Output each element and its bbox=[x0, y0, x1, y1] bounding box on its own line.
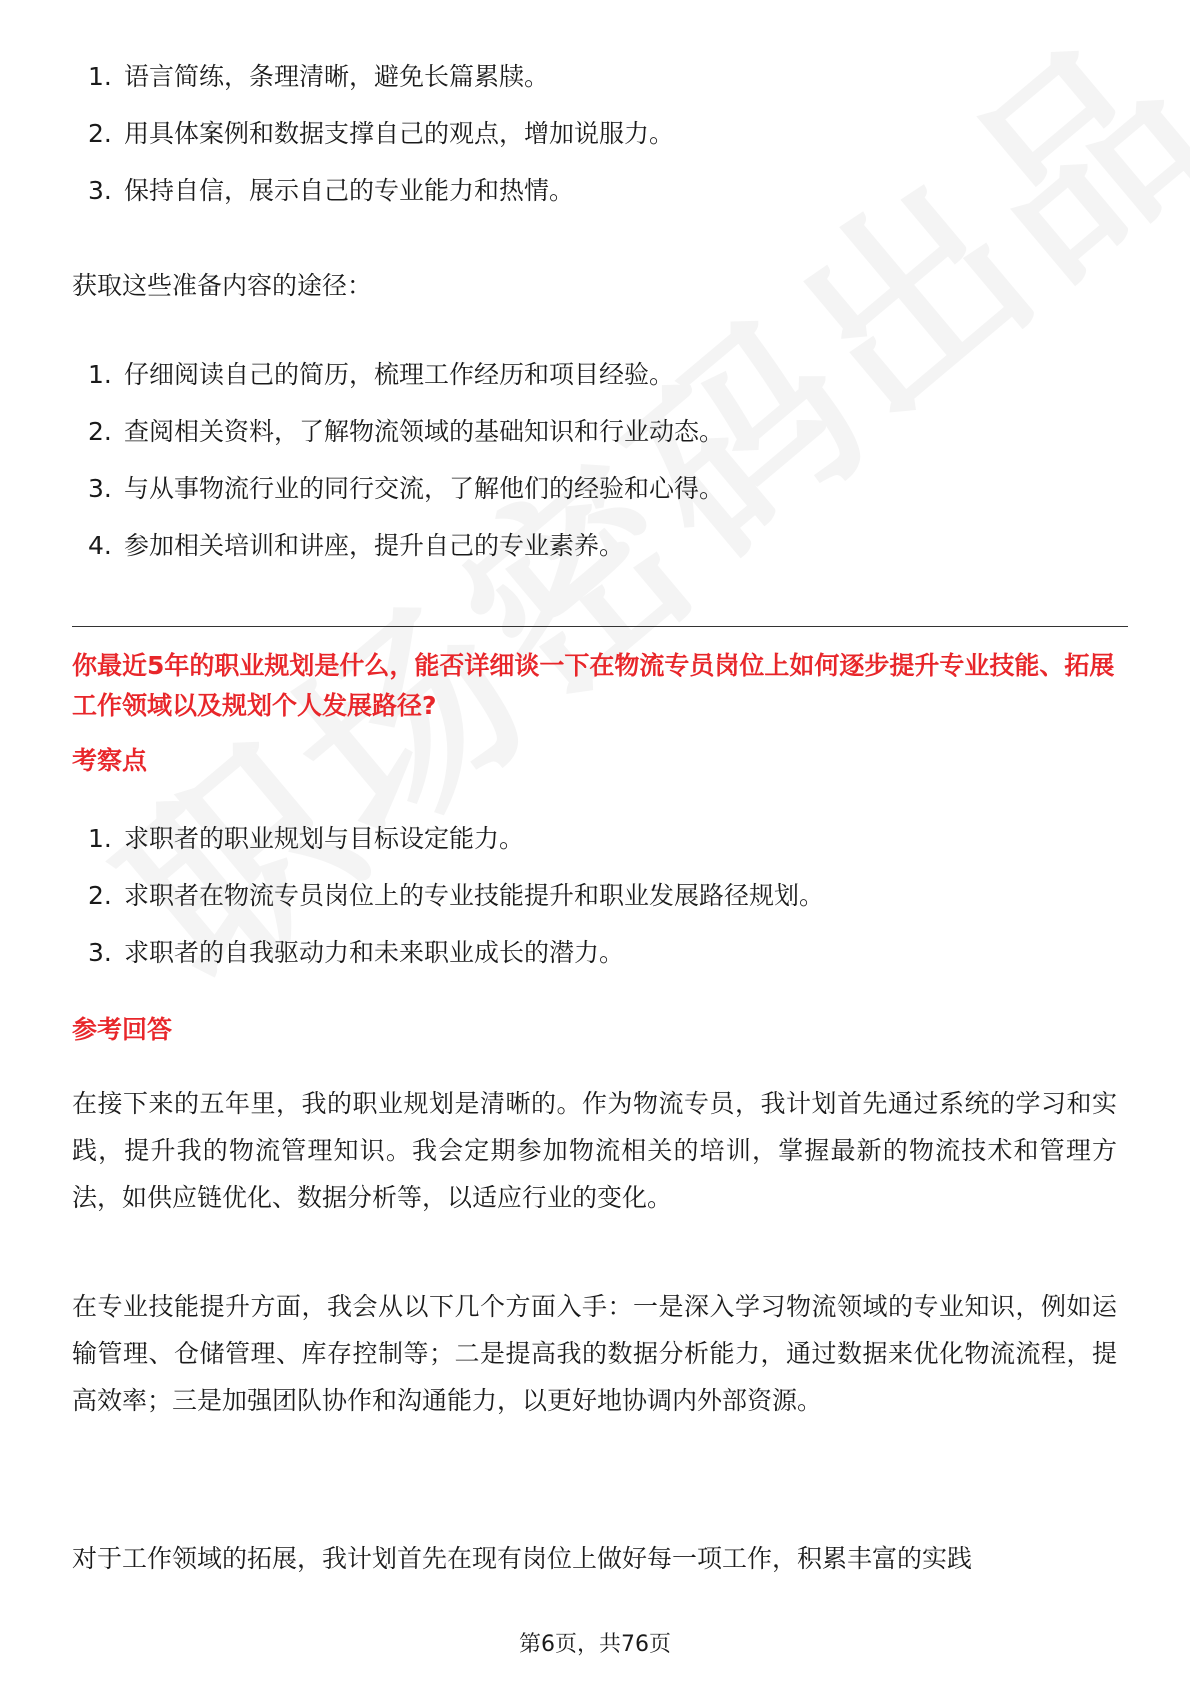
list-number: 3. bbox=[88, 474, 112, 503]
list-number: 2. bbox=[88, 417, 112, 446]
answer-paragraph: 对于工作领域的拓展，我计划首先在现有岗位上做好每一项工作，积累丰富的实践 bbox=[72, 1544, 973, 1573]
list-number: 3. bbox=[88, 176, 112, 205]
list-text: 求职者的职业规划与目标设定能力。 bbox=[124, 824, 525, 853]
list-text: 查阅相关资料，了解物流领域的基础知识和行业动态。 bbox=[124, 417, 725, 446]
list-text: 保持自信，展示自己的专业能力和热情。 bbox=[124, 176, 575, 205]
list-item bbox=[72, 529, 1112, 563]
list-text: 求职者在物流专员岗位上的专业技能提升和职业发展路径规划。 bbox=[124, 881, 825, 910]
list-number: 4. bbox=[88, 531, 112, 560]
list-item bbox=[72, 822, 1112, 856]
list-item bbox=[72, 174, 1112, 208]
answer-heading: 参考回答 bbox=[72, 1015, 173, 1044]
list-item bbox=[72, 117, 1112, 151]
list-text: 参加相关培训和讲座，提升自己的专业素养。 bbox=[124, 531, 625, 560]
list-item bbox=[72, 60, 1112, 94]
list-item bbox=[72, 472, 1112, 506]
list-item bbox=[72, 415, 1112, 449]
list-item bbox=[72, 358, 1112, 392]
focus-heading: 考察点 bbox=[72, 746, 148, 775]
list-item bbox=[72, 936, 1112, 970]
list-text: 用具体案例和数据支撑自己的观点，增加说服力。 bbox=[124, 119, 675, 148]
prep-list bbox=[72, 358, 1112, 586]
list-number: 1. bbox=[88, 360, 112, 389]
focus-list bbox=[72, 822, 1112, 993]
list-number: 3. bbox=[88, 938, 112, 967]
list-item bbox=[72, 879, 1112, 913]
list-number: 1. bbox=[88, 824, 112, 853]
answer-paragraph: 在接下来的五年里，我的职业规划是清晰的。作为物流专员，我计划首先通过系统的学习和实践，提升我的物流管理知识。我会定期参加物流相关的培训，掌握最新的物流技术和管理方法，如供应链优化、数据分析等，以适应行业的变化。 bbox=[72, 1089, 1117, 1212]
prep-label: 获取这些准备内容的途径： bbox=[72, 271, 373, 300]
list-number: 2. bbox=[88, 119, 112, 148]
list-text: 仔细阅读自己的简历，梳理工作经历和项目经验。 bbox=[124, 360, 675, 389]
tips-list bbox=[72, 60, 1112, 231]
page-footer: 第6页，共76页 bbox=[519, 1632, 671, 1657]
interview-question: 你最近5年的职业规划是什么，能否详细谈一下在物流专员岗位上如何逐步提升专业技能、拓展工作领域以及规划个人发展路径? bbox=[72, 651, 1115, 720]
list-text: 求职者的自我驱动力和未来职业成长的潜力。 bbox=[124, 938, 625, 967]
list-text: 语言简练，条理清晰，避免长篇累牍。 bbox=[124, 62, 550, 91]
section-divider bbox=[72, 626, 1128, 627]
list-number: 2. bbox=[88, 881, 112, 910]
answer-paragraph: 在专业技能提升方面，我会从以下几个方面入手：一是深入学习物流领域的专业知识，例如运输管理、仓储管理、库存控制等；二是提高我的数据分析能力，通过数据来优化物流流程，提高效率；三是加强团队协作和沟通能力，以更好地协调内外部资源。 bbox=[72, 1292, 1117, 1415]
list-number: 1. bbox=[88, 62, 112, 91]
list-text: 与从事物流行业的同行交流，了解他们的经验和心得。 bbox=[124, 474, 725, 503]
